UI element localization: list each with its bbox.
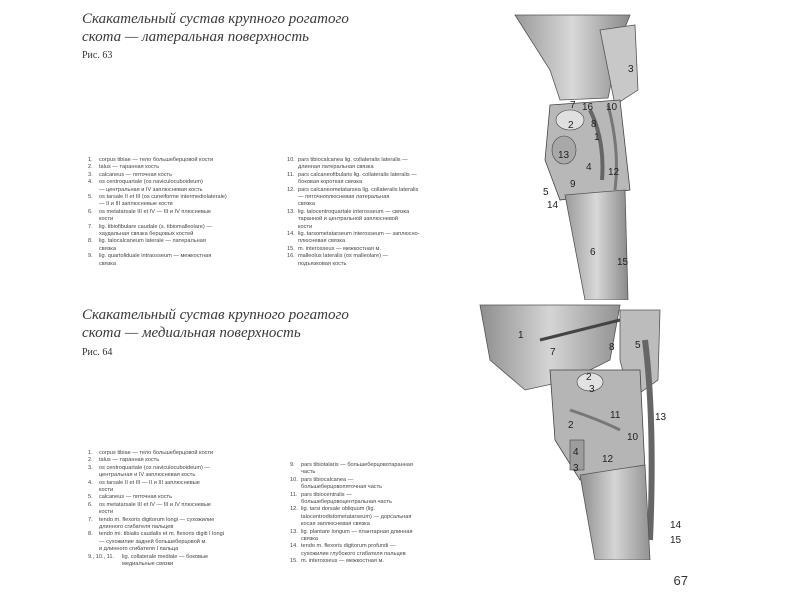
legend-item-text: calcaneus — пяточная кость: [99, 494, 173, 501]
legend-item: [287, 209, 487, 231]
fig64-label-2a: 2: [586, 372, 592, 383]
legend-item-number: 14.: [290, 543, 298, 550]
legend-item-number: 2.: [88, 457, 93, 464]
legend-item: [88, 164, 278, 171]
legend-item-text: pars tibiocalcanea lig. collateralis lateralis — длинная латеральная связка: [298, 157, 408, 171]
figure64-title: [82, 306, 349, 342]
figure64-caption: Рис. 64: [82, 347, 113, 358]
legend-item: [88, 209, 278, 224]
fig63-label-13: 13: [558, 150, 570, 161]
legend-item-text: pars tibiocalcanea — большеберцовопяточная часть: [301, 476, 383, 491]
fig64-label-4: 4: [573, 447, 579, 458]
legend-item-text: pars calcaneometatarsea lig. collateralis lateralis — пяточноплюсневая латеральная связка: [298, 186, 419, 208]
fig63-label-2: 2: [568, 120, 574, 131]
legend-item: [88, 179, 278, 194]
fig63-label-8: 8: [591, 119, 597, 130]
legend-item-number: 8.: [88, 531, 93, 538]
fig64-label-12: 12: [602, 454, 614, 465]
legend-item-number: 6.: [88, 501, 93, 508]
legend-item-text: tendo m. flexoris digitorum longi — сухожилие длинного сгибателя пальцев: [99, 516, 215, 531]
legend-item-number: 12.: [290, 506, 298, 513]
legend-item-number: 1.: [88, 450, 93, 456]
legend-item-text: os metatarsale III et IV — III и IV плюсневые кости: [99, 501, 211, 516]
fig64-label-11: 11: [610, 410, 621, 421]
legend-item-number: 14.: [287, 231, 295, 238]
legend-item-number: 16.: [287, 253, 295, 260]
fig63-label-6: 6: [590, 247, 596, 258]
legend-item-text: pars tibiotalaris — большеберцовотаранная часть: [301, 462, 413, 476]
legend-item: [88, 157, 278, 164]
legend-item-number: 15.: [287, 245, 295, 252]
legend-item-number: 11.: [287, 171, 295, 178]
legend-item-text: os centroquartale (os naviculocuboideum) — центральная и IV заплюсневая кость: [99, 179, 203, 193]
legend-item: [88, 238, 278, 253]
legend-item-text: lig. talocalcaneum laterale — латеральная связка: [99, 238, 206, 252]
legend-item-text: lig. tarsi dorsale obliquum (lig. talocentrodistometatarseum) — дорсальная косая заплюсневая связка: [301, 506, 412, 528]
legend-item-number: 1.: [88, 157, 93, 163]
legend-item: [290, 506, 486, 528]
legend-item: [88, 457, 288, 464]
legend-item-text: lig. tibiofibulare caudale (s. tibiomalleolare) — хаудальная связка берцовых костей: [99, 223, 212, 238]
legend-item-number: 7.: [88, 223, 93, 230]
legend-item-number: 5.: [88, 494, 93, 501]
figure63-title-line1: Скакательный сустав крупного рогатого: [82, 11, 349, 27]
legend-item: [290, 558, 486, 565]
legend-item-number: 9., 10., 11.: [88, 553, 115, 560]
fig64-label-10: 10: [627, 432, 639, 443]
fig63-label-9: 9: [570, 179, 576, 190]
fig64-label-15: 15: [670, 535, 682, 546]
legend-item-number: 13.: [290, 528, 298, 535]
legend-item: [290, 543, 486, 558]
legend-item-number: 10.: [287, 157, 295, 163]
legend-item-text: m. interosseus — межкостная м.: [298, 245, 381, 252]
legend-item-text: tendo m. flexoris digitorum profundi — сухожилие глубокого сгибателя пальцев: [301, 543, 406, 557]
legend-item-text: lig. collaterale mediale — боковые медиальные связки: [122, 553, 209, 568]
fig63-label-4: 4: [586, 162, 592, 173]
fig64-label-8: 8: [609, 342, 615, 353]
legend-item-text: lig. plantare longum — плантарная длинная связка: [301, 528, 413, 543]
legend-item: [88, 253, 278, 268]
fig63-label-1: 1: [594, 132, 600, 143]
legend-item: [88, 194, 278, 209]
legend-item-text: talus — таранная кость: [99, 164, 160, 171]
legend-item-number: 8.: [88, 238, 93, 245]
fig63-label-10: 10: [606, 102, 618, 113]
legend-item: [88, 172, 278, 179]
legend-item-number: 9.: [88, 253, 93, 260]
fig63-label-12: 12: [608, 167, 620, 178]
figure64-title-line1: Скакательный сустав крупного рогатого: [82, 307, 349, 323]
page-number: 67: [673, 573, 688, 588]
fig64-label-3a: 3: [589, 384, 595, 395]
fig63-label-3: 3: [628, 64, 634, 75]
figure64-legend-left: [88, 450, 288, 569]
fig64-label-5: 5: [635, 340, 641, 351]
legend-item-text: corpus tibiae — тело большеберцовой кости: [99, 450, 214, 456]
figure63-legend-left: [88, 157, 278, 268]
legend-item: [88, 531, 288, 553]
legend-item: [287, 157, 487, 172]
legend-item-text: os metatarsale III et IV — III и IV плюсневые кости: [99, 208, 211, 223]
legend-item: [290, 529, 486, 544]
fig64-label-1: 1: [518, 330, 524, 341]
legend-item-text: os tarsale II et III — II и III заплюсневые кости: [99, 479, 200, 494]
legend-item-text: lig. tarsometatarseum interosseum — заплюсно- плюсневая связка: [298, 231, 420, 245]
fig64-label-7: 7: [550, 347, 556, 358]
legend-item: [88, 480, 288, 495]
figure64-title-line2: скота — медиальная поверхность: [82, 325, 301, 341]
figure63-legend-right: [287, 157, 487, 268]
legend-item-number: 3.: [88, 171, 93, 178]
legend-item-number: 12.: [287, 186, 295, 193]
legend-item: [88, 517, 288, 532]
legend-item-number: 13.: [287, 208, 295, 215]
legend-item-text: m. interosseus — межкостная м.: [301, 558, 384, 565]
legend-item-number: 4.: [88, 479, 93, 486]
fig64-label-3b: 3: [573, 463, 579, 474]
legend-item: [88, 465, 288, 480]
legend-item-text: calcaneus — пяточная кость: [99, 171, 173, 178]
figure64-legend-right: [290, 462, 486, 566]
legend-item-number: 9.: [290, 462, 295, 468]
legend-item-text: corpus tibiae — тело большеберцовой кости: [99, 157, 214, 163]
legend-item-text: lig. quartoliduale intraosseum — межкостная связка: [99, 253, 212, 267]
legend-item-text: pars tibiocentralis — большеберцовоцентральная часть: [301, 491, 392, 506]
legend-item: [287, 246, 487, 253]
legend-item-number: 4.: [88, 179, 93, 186]
legend-item: [287, 253, 487, 268]
fig64-label-2b: 2: [568, 420, 574, 431]
fig63-label-14: 14: [547, 200, 559, 211]
fig63-label-5: 5: [543, 187, 549, 198]
figure63-title: [82, 10, 349, 46]
figure63-anatomical-drawing: [490, 10, 670, 300]
fig63-label-7: 7: [570, 100, 576, 111]
legend-item-text: os centroquartale (os naviculocuboideum) — центральная и IV заплюсневая кость: [99, 464, 211, 479]
legend-item: [290, 492, 486, 507]
legend-item-text: lig. talocentroquartale interosseum — связка таранной и центральной заплюсневой кости: [298, 208, 410, 230]
legend-item-text: malleolus lateralis (os malleolare) — подъязковая кость: [298, 253, 389, 267]
fig63-label-16: 16: [582, 102, 594, 113]
figure63-caption: Рис. 63: [82, 50, 113, 61]
legend-item-number: 2.: [88, 164, 93, 171]
legend-item-number: 5.: [88, 194, 93, 201]
legend-item-number: 11.: [290, 491, 298, 498]
legend-item: [88, 494, 288, 501]
legend-item-text: os tarsale II et III (os cuneiforme intermediolaterale) — II и III заплюсневые кости: [99, 194, 227, 208]
legend-item-number: 6.: [88, 208, 93, 215]
legend-item: [287, 187, 487, 209]
legend-item: [88, 502, 288, 517]
fig64-label-13: 13: [655, 412, 667, 423]
legend-item-number: 15.: [290, 558, 298, 565]
legend-item-number: 7.: [88, 516, 93, 523]
legend-item-text: talus — таранная кость: [99, 457, 160, 464]
fig64-label-14: 14: [670, 520, 682, 531]
legend-item-number: 10.: [290, 476, 298, 483]
legend-item: [88, 224, 278, 239]
legend-item: [287, 172, 487, 187]
figure63-title-line2: скота — латеральная поверхность: [82, 29, 309, 45]
legend-item: [290, 462, 486, 477]
legend-item: [287, 231, 487, 246]
legend-item: [88, 554, 288, 569]
legend-item-text: tendo mi. tibialis caudalis et m. flexoris digiti I longi — сухожилие задней большеберцовой м. и длинного сгибателя I пальца: [99, 531, 224, 553]
fig63-label-15: 15: [617, 257, 629, 268]
legend-item-number: 3.: [88, 464, 93, 471]
legend-item: [290, 477, 486, 492]
legend-item-text: pars calcaneofibularis lig. collateralis lateralis — боковая короткая связка: [298, 171, 417, 186]
figure64-anatomical-drawing: [470, 300, 690, 560]
legend-item: [88, 450, 288, 457]
